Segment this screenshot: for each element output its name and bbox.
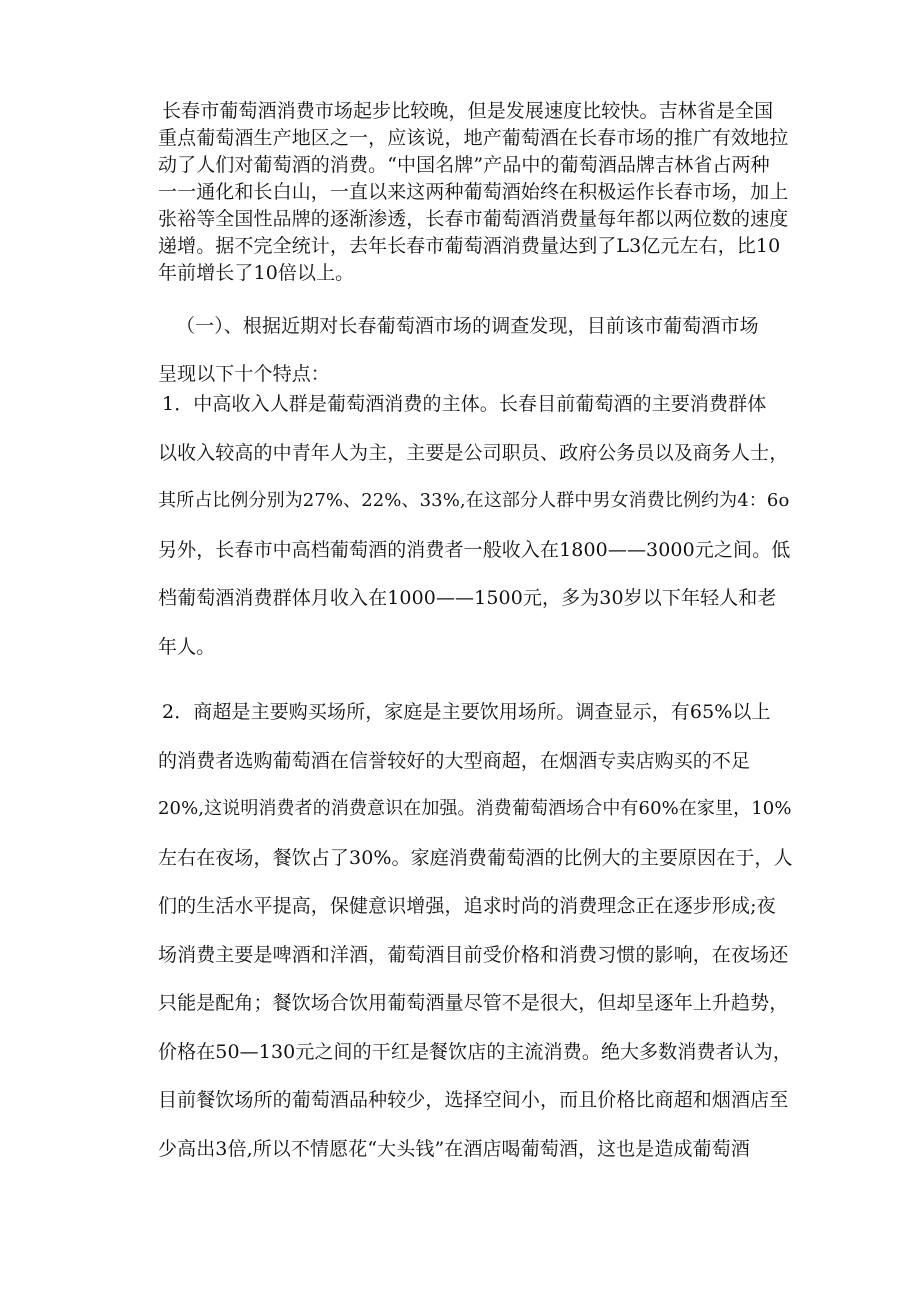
paragraph-intro xyxy=(158,98,802,287)
text-line: 只能是配角；餐饮场合饮用葡萄酒量尽管不是很大，但却呈逐年上升趋势， xyxy=(158,992,789,1014)
text-line: 长春市葡萄酒消费市场起步比较晚，但是发展速度比较快。吉林省是全国 xyxy=(162,100,774,122)
text-line: 重点葡萄酒生产地区之一，应该说，地产葡萄酒在长春市场的推广有效地拉 xyxy=(158,127,789,149)
text-line: 递增。据不完全统计，去年长春市葡萄酒消费量达到了L3亿元左右，比10 xyxy=(158,235,781,257)
text-line: 其所占比例分别为27%、22%、33%,在这部分人群中男女消费比例约为4：6o xyxy=(158,490,790,511)
text-line: 另外，长春市中高档葡萄酒的消费者一般收入在1800——3000元之间。低 xyxy=(158,538,791,561)
text-line: 年前增长了10倍以上。 xyxy=(158,262,355,284)
paragraph-point-1 xyxy=(158,380,802,671)
text-line: 少高出3倍,所以不情愿花“大头钱”在酒店喝葡萄酒，这也是造成葡萄酒 xyxy=(158,1137,750,1160)
text-line: 年人。 xyxy=(158,635,216,658)
text-line: 左右在夜场，餐饮占了30%。家庭消费葡萄酒的比例大的主要原因在于，人 xyxy=(158,846,793,869)
text-line: 2．商超是主要购买场所，家庭是主要饮用场所。调查显示，有65%以上 xyxy=(162,701,771,723)
text-line: 的消费者选购葡萄酒在信誉较好的大型商超，在烟酒专卖店购买的不足 xyxy=(158,749,751,772)
paragraph-point-2 xyxy=(158,688,802,1173)
text-line: 场消费主要是啤酒和洋酒，葡萄酒目前受价格和消费习惯的影响，在夜场还 xyxy=(158,943,789,966)
text-line: 目前餐饮场所的葡萄酒品种较少，选择空间小，而且价格比商超和烟酒店至 xyxy=(158,1089,789,1111)
text-line: 20%,这说明消费者的消费意识在加强。消费葡萄酒场合中有60%在家里，10% xyxy=(158,798,792,819)
text-line: 价格在50—130元之间的干红是餐饮店的主流消费。绝大多数消费者认为， xyxy=(158,1040,792,1063)
text-line: 一一通化和长白山，一直以来这两种葡萄酒始终在积极运作长春市场，加上 xyxy=(158,181,789,203)
text-line: 档葡萄酒消费群体月收入在1000——1500元，多为30岁以下年轻人和老 xyxy=(158,587,777,609)
text-line: 动了人们对葡萄酒的消费。“中国名牌”产品中的葡萄酒品牌吉林省占两种 xyxy=(158,154,770,176)
text-line: （一）、根据近期对长春葡萄酒市场的调查发现，目前该市葡萄酒市场 xyxy=(176,315,759,337)
text-line: 张裕等全国性品牌的逐渐渗透，长春市葡萄酒消费量每年都以两位数的速度 xyxy=(158,208,789,230)
text-line: 呈现以下十个特点： xyxy=(158,363,330,385)
text-line: 以收入较高的中青年人为主，主要是公司职员、政府公务员以及商务人士， xyxy=(158,441,789,464)
text-line: 们的生活水平提高，保健意识增强，追求时尚的消费理念正在逐步形成;夜 xyxy=(158,895,776,917)
text-line: 1．中高收入人群是葡萄酒消费的主体。长春目前葡萄酒的主要消费群体 xyxy=(162,393,767,415)
